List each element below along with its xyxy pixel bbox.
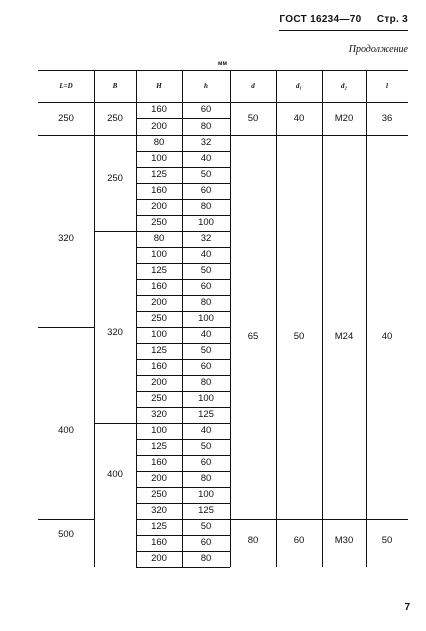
cell-H: 250: [151, 393, 167, 404]
cell-H: 100: [151, 153, 167, 164]
column-header: d₂: [341, 82, 347, 90]
cell-H: 200: [151, 553, 167, 564]
cell-h: 60: [200, 361, 212, 372]
group-rule: [230, 519, 408, 520]
cell-h: 40: [200, 425, 212, 436]
cell-d2: M24: [334, 331, 354, 342]
continuation-label: Продолжение: [348, 44, 408, 55]
cell-H: 160: [151, 104, 167, 115]
cell-d: 80: [247, 535, 259, 546]
cell-d2: M20: [334, 112, 354, 124]
row-rule: [136, 231, 230, 232]
cell-d1: 60: [293, 535, 305, 546]
cell-h: 80: [200, 377, 212, 388]
column-header: H: [156, 82, 162, 90]
row-rule: [136, 183, 230, 184]
row-rule: [136, 279, 230, 280]
body-col-divider: [182, 102, 183, 567]
column-header: l: [386, 82, 388, 90]
cell-H: 200: [151, 377, 167, 388]
cell-H: 125: [151, 521, 167, 532]
cell-L: 500: [58, 529, 74, 540]
cell-H: 200: [151, 120, 167, 132]
row-rule: [136, 327, 230, 328]
cell-L: 320: [58, 233, 74, 244]
cell-L: 400: [58, 425, 74, 436]
cell-h: 40: [200, 153, 212, 164]
cell-d1: 40: [293, 112, 305, 124]
cell-h: 50: [200, 521, 212, 532]
cell-H: 125: [151, 345, 167, 356]
cell-H: 125: [151, 265, 167, 276]
cell-h: 60: [200, 457, 212, 468]
length-divider: [38, 327, 94, 328]
cell-d2: M30: [334, 535, 354, 546]
body-col-divider: [136, 102, 137, 567]
cell-H: 320: [151, 409, 167, 420]
cell-h: 80: [200, 120, 212, 132]
column-header: d₁: [296, 82, 302, 90]
cell-h: 60: [200, 537, 212, 548]
cell-l: 50: [381, 535, 393, 546]
unit-label: мм: [218, 61, 227, 67]
row-rule: [136, 311, 230, 312]
row-rule: [136, 567, 230, 568]
cell-H: 160: [151, 281, 167, 292]
row-rule: [136, 295, 230, 296]
cell-h: 50: [200, 169, 212, 180]
cell-h: 100: [198, 313, 214, 324]
body-col-divider: [230, 102, 231, 567]
column-header: B: [112, 82, 118, 90]
row-rule: [136, 503, 230, 504]
row-rule: [136, 423, 230, 424]
cell-H: 160: [151, 185, 167, 196]
cell-d1: 50: [293, 331, 305, 342]
cell-H: 200: [151, 473, 167, 484]
group-rule: [38, 519, 94, 520]
row-rule: [136, 263, 230, 264]
cell-h: 80: [200, 297, 212, 308]
cell-H: 250: [151, 489, 167, 500]
cell-d: 65: [247, 331, 259, 342]
width-divider: [94, 231, 136, 232]
body-col-divider: [366, 102, 367, 567]
cell-h: 100: [198, 393, 214, 404]
row-rule: [136, 391, 230, 392]
cell-h: 100: [198, 217, 214, 228]
cell-H: 100: [151, 425, 167, 436]
cell-h: 60: [200, 104, 212, 115]
row-rule: [136, 407, 230, 408]
cell-H: 200: [151, 297, 167, 308]
cell-H: 80: [153, 137, 165, 148]
standard-number: ГОСТ 16234—70: [279, 14, 362, 25]
cell-H: 160: [151, 537, 167, 548]
row-rule: [136, 439, 230, 440]
cell-H: 200: [151, 201, 167, 212]
cell-H: 100: [151, 329, 167, 340]
cell-L: 250: [58, 112, 74, 124]
page-number: 7: [404, 602, 410, 613]
row-rule: [136, 455, 230, 456]
cell-B: 320: [107, 327, 123, 338]
width-divider: [94, 423, 136, 424]
cell-h: 50: [200, 265, 212, 276]
column-header: L=D: [59, 82, 73, 90]
cell-h: 50: [200, 441, 212, 452]
cell-d: 50: [247, 112, 259, 124]
body-col-divider: [276, 102, 277, 567]
cell-H: 160: [151, 457, 167, 468]
cell-h: 60: [200, 281, 212, 292]
row-rule: [136, 535, 230, 536]
column-header: h: [204, 82, 208, 90]
row-rule: [136, 359, 230, 360]
cell-l: 36: [381, 112, 393, 124]
header-col-divider: [230, 70, 231, 102]
column-header: d: [251, 82, 255, 90]
cell-h: 80: [200, 201, 212, 212]
header-col-divider: [366, 70, 367, 102]
header-col-divider: [322, 70, 323, 102]
cell-B: 400: [107, 469, 123, 480]
group-rule: [38, 135, 408, 136]
cell-h: 40: [200, 329, 212, 340]
body-col-divider: [94, 102, 95, 567]
cell-h: 100: [198, 489, 214, 500]
header-col-divider: [182, 70, 183, 102]
cell-H: 250: [151, 313, 167, 324]
header-col-divider: [276, 70, 277, 102]
row-rule: [136, 167, 230, 168]
cell-H: 80: [153, 233, 165, 244]
row-rule: [136, 343, 230, 344]
row-rule: [136, 551, 230, 552]
cell-H: 125: [151, 169, 167, 180]
row-rule: [136, 199, 230, 200]
row-rule: [136, 151, 230, 152]
cell-h: 32: [200, 233, 212, 244]
row-rule: [136, 247, 230, 248]
cell-h: 50: [200, 345, 212, 356]
header-col-divider: [136, 70, 137, 102]
cell-H: 100: [151, 249, 167, 260]
header-col-divider: [94, 70, 95, 102]
cell-H: 250: [151, 217, 167, 228]
cell-H: 320: [151, 505, 167, 516]
cell-B: 250: [107, 173, 123, 184]
row-rule: [136, 215, 230, 216]
cell-l: 40: [381, 331, 393, 342]
row-rule: [136, 471, 230, 472]
row-rule: [136, 519, 230, 520]
row-rule: [136, 487, 230, 488]
row-rule: [136, 118, 230, 119]
cell-H: 160: [151, 361, 167, 372]
cell-B: 250: [107, 112, 123, 124]
cell-h: 80: [200, 473, 212, 484]
cell-h: 40: [200, 249, 212, 260]
cell-h: 32: [200, 137, 212, 148]
row-rule: [136, 375, 230, 376]
cell-h: 125: [198, 409, 214, 420]
body-col-divider: [322, 102, 323, 567]
cell-H: 125: [151, 441, 167, 452]
cell-h: 125: [198, 505, 214, 516]
page-label: Стр. 3: [376, 14, 408, 25]
cell-h: 80: [200, 553, 212, 564]
cell-h: 60: [200, 185, 212, 196]
